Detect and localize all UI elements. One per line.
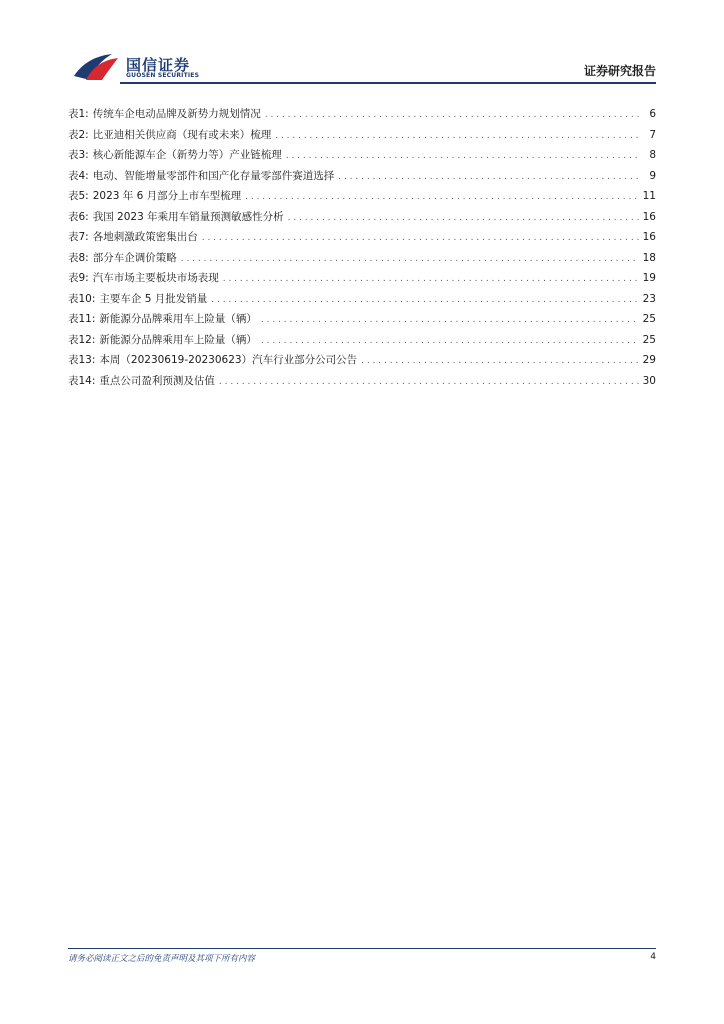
toc-dot-leader [211, 290, 638, 311]
toc-entry[interactable] [68, 186, 656, 207]
page-number: 4 [650, 952, 656, 962]
toc-entry-page: 7 [649, 128, 656, 141]
toc-entry-title: 新能源分品牌乘用车上险量（辆） [99, 313, 257, 325]
toc-entry[interactable] [68, 104, 656, 125]
toc-entry-title: 2023 年 6 月部分上市车型梳理 [92, 190, 242, 202]
toc-dot-leader [219, 372, 639, 393]
toc-entry-title: 部分车企调价策略 [92, 251, 177, 264]
toc-entry-page: 16 [642, 210, 656, 223]
table-of-contents [68, 104, 656, 391]
brand-name-en: GUOSEN SECURITIES [126, 72, 200, 79]
toc-dot-leader [288, 208, 639, 229]
toc-entry-number: 表3: [68, 149, 89, 161]
toc-entry-page: 30 [642, 374, 656, 387]
toc-dot-leader [338, 167, 640, 188]
toc-entry[interactable] [68, 268, 656, 289]
toc-entry-title: 重点公司盈利预测及估值 [99, 374, 215, 387]
toc-entry-number: 表12: [68, 333, 96, 346]
toc-entry-number: 表5: [68, 190, 89, 202]
header-divider [120, 82, 656, 84]
toc-entry-page: 19 [642, 272, 656, 284]
toc-entry-number: 表6: [68, 210, 89, 223]
toc-entry-page: 11 [642, 190, 656, 202]
toc-dot-leader [265, 105, 640, 126]
toc-entry-page: 23 [642, 292, 656, 305]
toc-entry-page: 8 [649, 149, 656, 161]
disclaimer-text: 请务必阅读正文之后的免责声明及其项下所有内容 [68, 954, 256, 964]
page-header [0, 0, 724, 90]
toc-entry[interactable] [68, 248, 656, 269]
toc-entry-number: 表2: [68, 128, 89, 141]
brand-name-cn: 国信证券 [126, 56, 191, 74]
toc-dot-leader [223, 269, 639, 290]
toc-entry-title: 各地刺激政策密集出台 [92, 231, 198, 243]
toc-entry-page: 29 [642, 354, 656, 366]
guosen-logo [72, 52, 202, 82]
toc-entry-number: 表8: [68, 251, 89, 264]
toc-entry-title: 比亚迪相关供应商（现有或未来）梳理 [92, 128, 272, 141]
toc-entry[interactable] [68, 227, 656, 248]
toc-entry-number: 表7: [68, 231, 89, 243]
toc-entry-title: 我国 2023 年乘用车销量预测敏感性分析 [92, 210, 284, 223]
guosen-logo-icon [72, 52, 120, 82]
toc-entry[interactable] [68, 330, 656, 351]
toc-entry[interactable] [68, 309, 656, 330]
toc-dot-leader [245, 187, 638, 208]
toc-dot-leader [261, 331, 639, 352]
toc-entry-number: 表13: [68, 354, 96, 366]
toc-dot-leader [202, 228, 639, 249]
toc-entry-page: 16 [642, 231, 656, 243]
toc-entry[interactable] [68, 289, 656, 310]
toc-entry-page: 25 [642, 333, 656, 346]
toc-entry-number: 表10: [68, 292, 96, 305]
toc-entry-title: 本周（20230619-20230623）汽车行业部分公司公告 [99, 354, 358, 366]
toc-dot-leader [275, 126, 640, 147]
toc-dot-leader [361, 351, 639, 372]
toc-entry[interactable] [68, 207, 656, 228]
toc-entry-number: 表9: [68, 272, 89, 284]
toc-dot-leader [286, 146, 640, 167]
toc-entry-title: 核心新能源车企（新势力等）产业链梳理 [92, 149, 282, 161]
toc-entry[interactable] [68, 166, 656, 187]
toc-entry[interactable] [68, 350, 656, 371]
footer-divider [68, 948, 656, 949]
toc-dot-leader [261, 310, 639, 331]
toc-entry[interactable] [68, 145, 656, 166]
toc-entry-page: 9 [649, 169, 656, 182]
toc-entry-page: 6 [649, 108, 656, 120]
toc-entry-page: 25 [642, 313, 656, 325]
report-type-label: 证券研究报告 [583, 64, 656, 78]
toc-entry[interactable] [68, 125, 656, 146]
toc-dot-leader [181, 249, 639, 270]
toc-entry[interactable] [68, 371, 656, 392]
toc-entry-number: 表1: [68, 108, 89, 120]
toc-entry-title: 传统车企电动品牌及新势力规划情况 [92, 108, 261, 120]
toc-entry-page: 18 [642, 251, 656, 264]
toc-entry-title: 新能源分品牌乘用车上险量（辆） [99, 333, 257, 346]
toc-entry-title: 汽车市场主要板块市场表现 [92, 272, 219, 284]
toc-entry-number: 表11: [68, 313, 96, 325]
toc-entry-title: 主要车企 5 月批发销量 [99, 292, 208, 305]
toc-entry-title: 电动、智能增量零部件和国产化存量零部件赛道选择 [92, 169, 335, 182]
toc-entry-number: 表14: [68, 374, 96, 387]
toc-entry-number: 表4: [68, 169, 89, 182]
